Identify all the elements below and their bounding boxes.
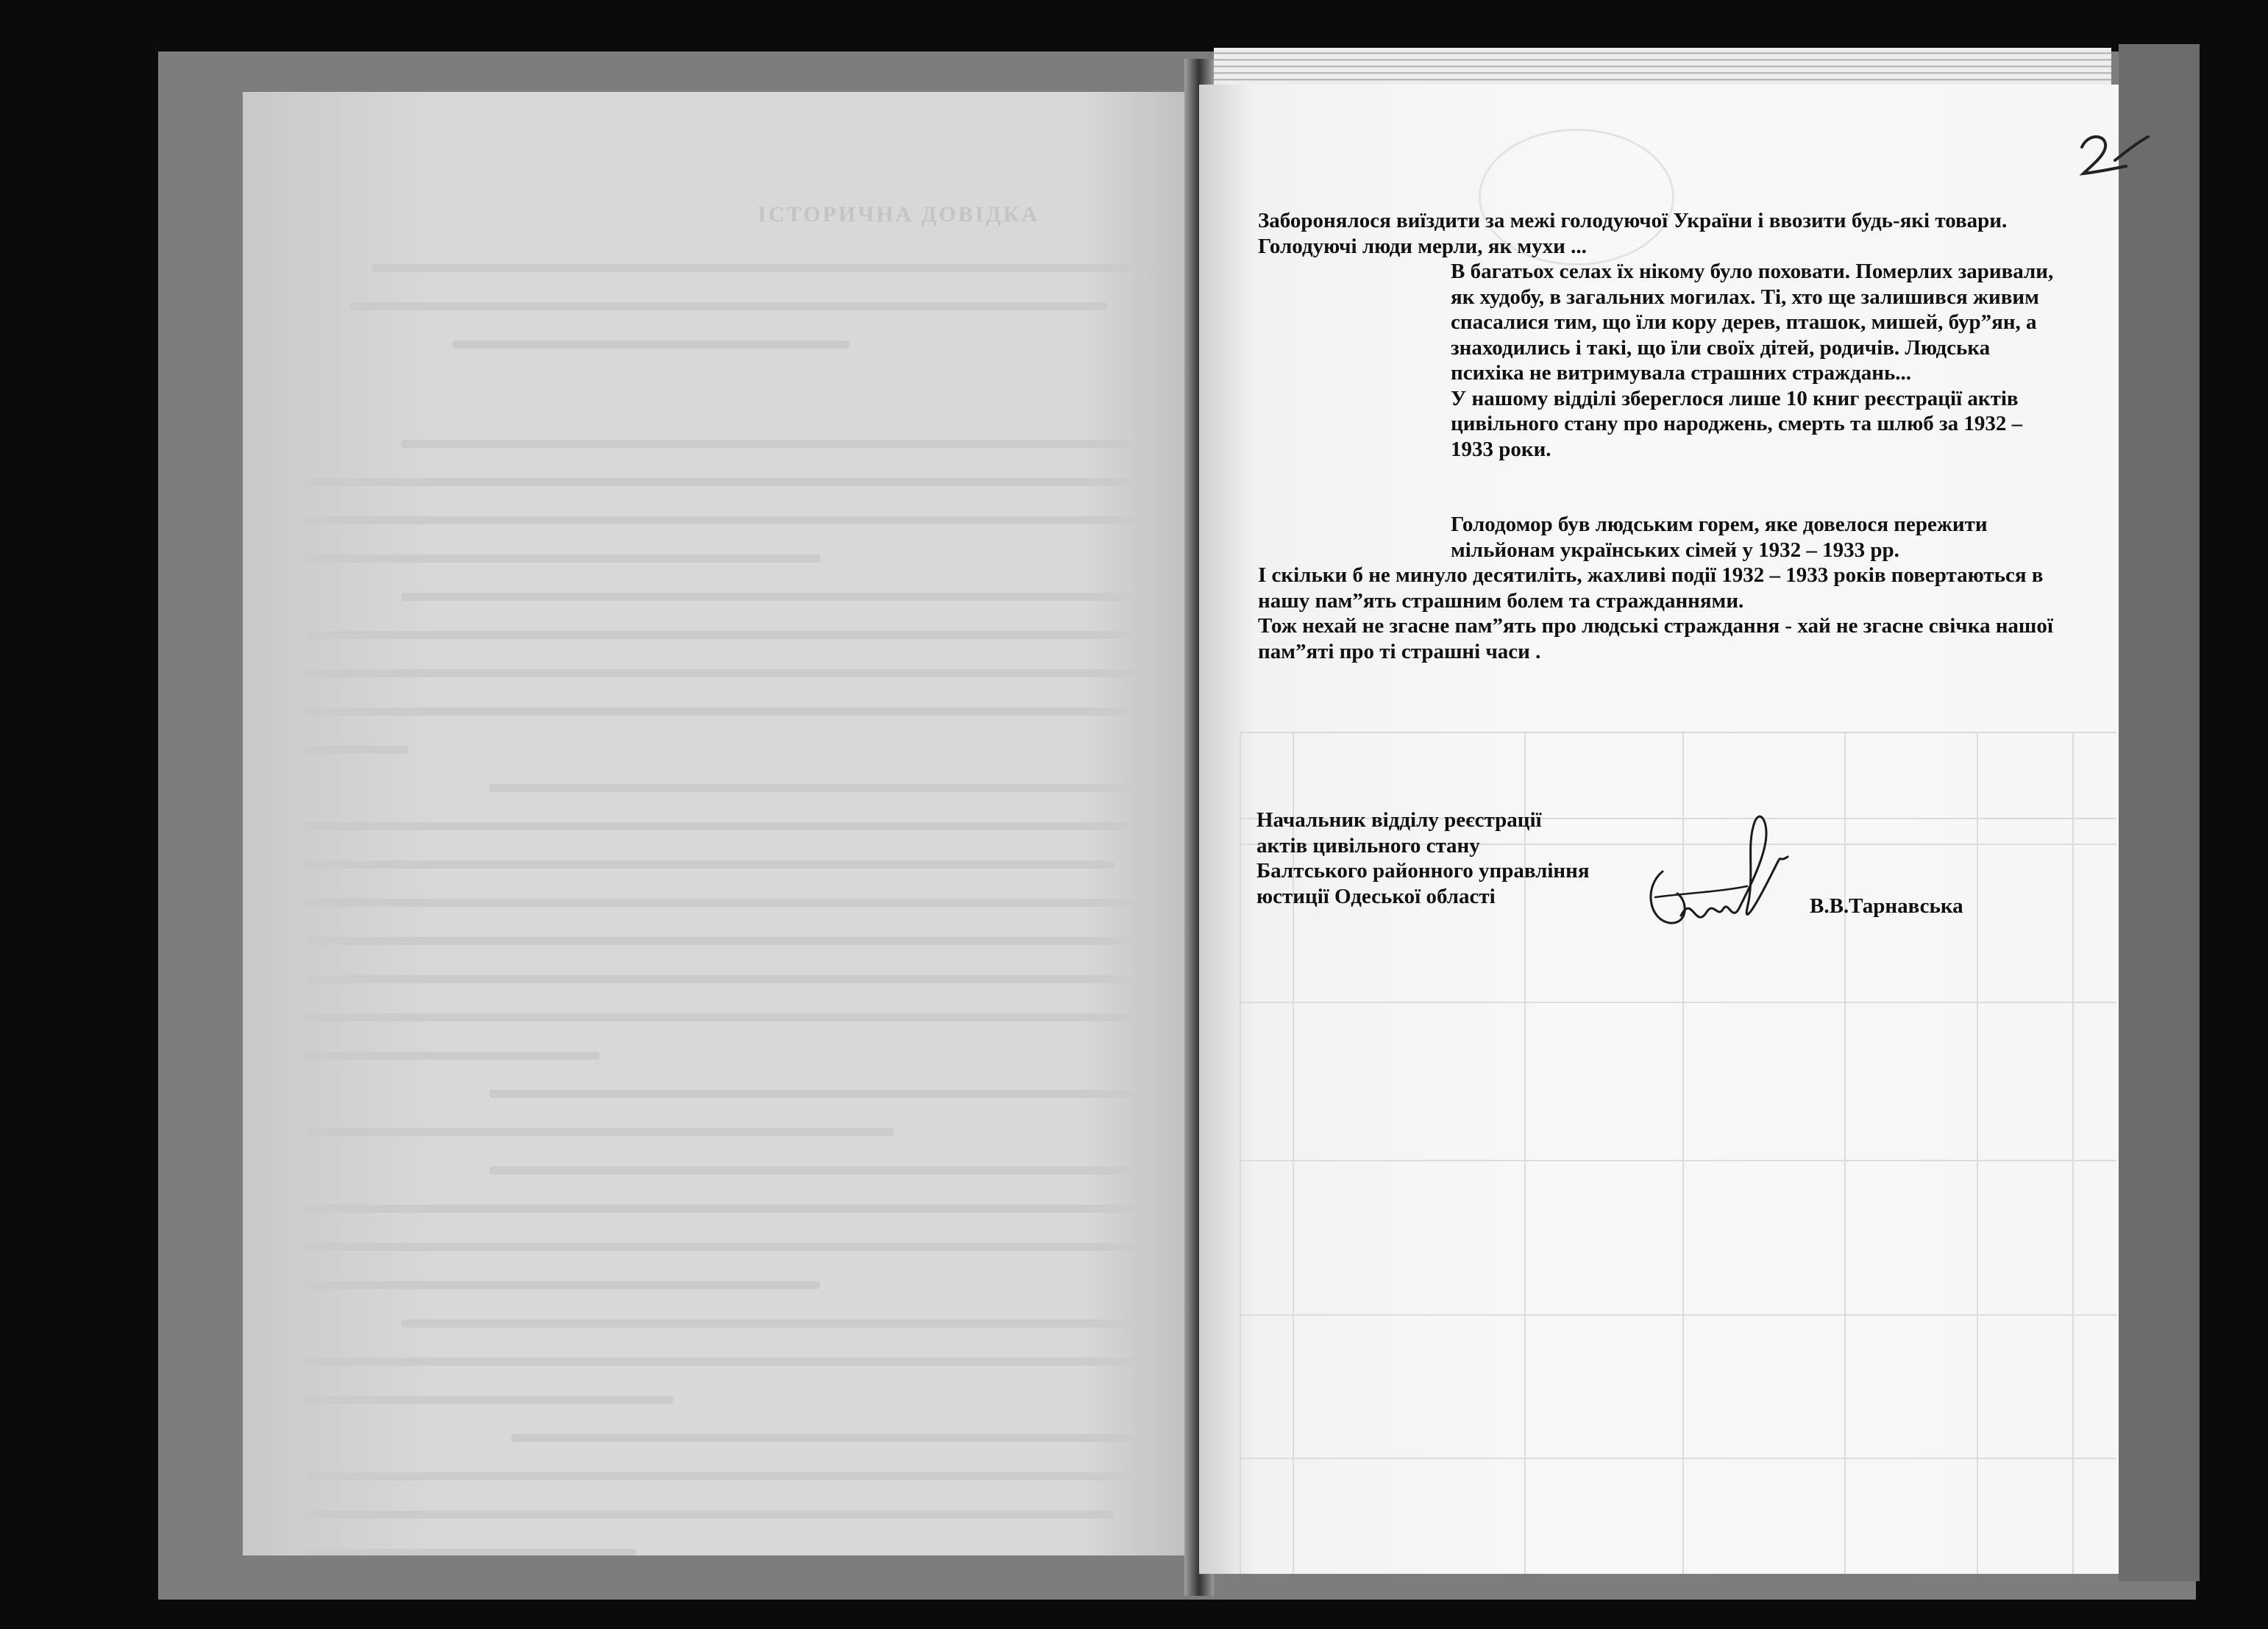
- signer-title-line-1: Начальник відділу реєстрації: [1256, 808, 1542, 832]
- paragraph-4: Голодомор був людським горем, яке довелося пережити мільйонам українських сімей у 1932 – 1933 рр.: [1451, 513, 1988, 562]
- paragraph-3: У нашому відділі збереглося лише 10 книг реєстрації актів цивільного стану про народжень, смерть та шлюб за 1932 – 1933 роки.: [1451, 386, 2023, 461]
- paragraph-6: Тож нехай не згасне пам”ять про людські страждання - хай не згасне свічка нашої пам”яті про ті страшні часи .: [1258, 614, 2053, 663]
- left-page: [243, 92, 1199, 1555]
- handwritten-signature: [1637, 783, 1813, 952]
- left-page-title: ІСТОРИЧНА ДОВІДКА: [758, 202, 1040, 227]
- signer-title-line-4: юстиції Одеської області: [1256, 884, 1496, 908]
- paragraph-1: Заборонялося виїздити за межі голодуючої України і ввозити будь-які товари. Голодуючі люди мерли, як мухи ...: [1258, 209, 2008, 258]
- paragraph-2: В багатьох селах їх нікому було поховати. Померлих заривали, як худобу, в загальних могилах. Ті, хто ще залишився живим спасалися тим, що їли кору дерев, пташок, мишей, бур”ян, а знаходились і такі, що їли своїх дітей, родичів. Людська психіка не витримувала страшних страждань...: [1451, 260, 2054, 385]
- paragraph-5: І скільки б не минуло десятиліть, жахливі події 1932 – 1933 років повертаються в нашу пам”ять страшним болем та стражданнями.: [1258, 563, 2044, 613]
- signer-title-line-2: актів цивільного стану: [1256, 833, 1480, 858]
- left-page-faded-text: [305, 254, 1151, 1555]
- signer-name: В.В.Тарнавська: [1810, 894, 1963, 918]
- handwritten-page-number: [2075, 131, 2155, 182]
- main-text: [1258, 208, 2060, 664]
- signer-title-line-3: Балтського районного управління: [1256, 859, 1590, 883]
- signature-block: [1256, 808, 1698, 909]
- book-cover-edge: [2119, 44, 2200, 1581]
